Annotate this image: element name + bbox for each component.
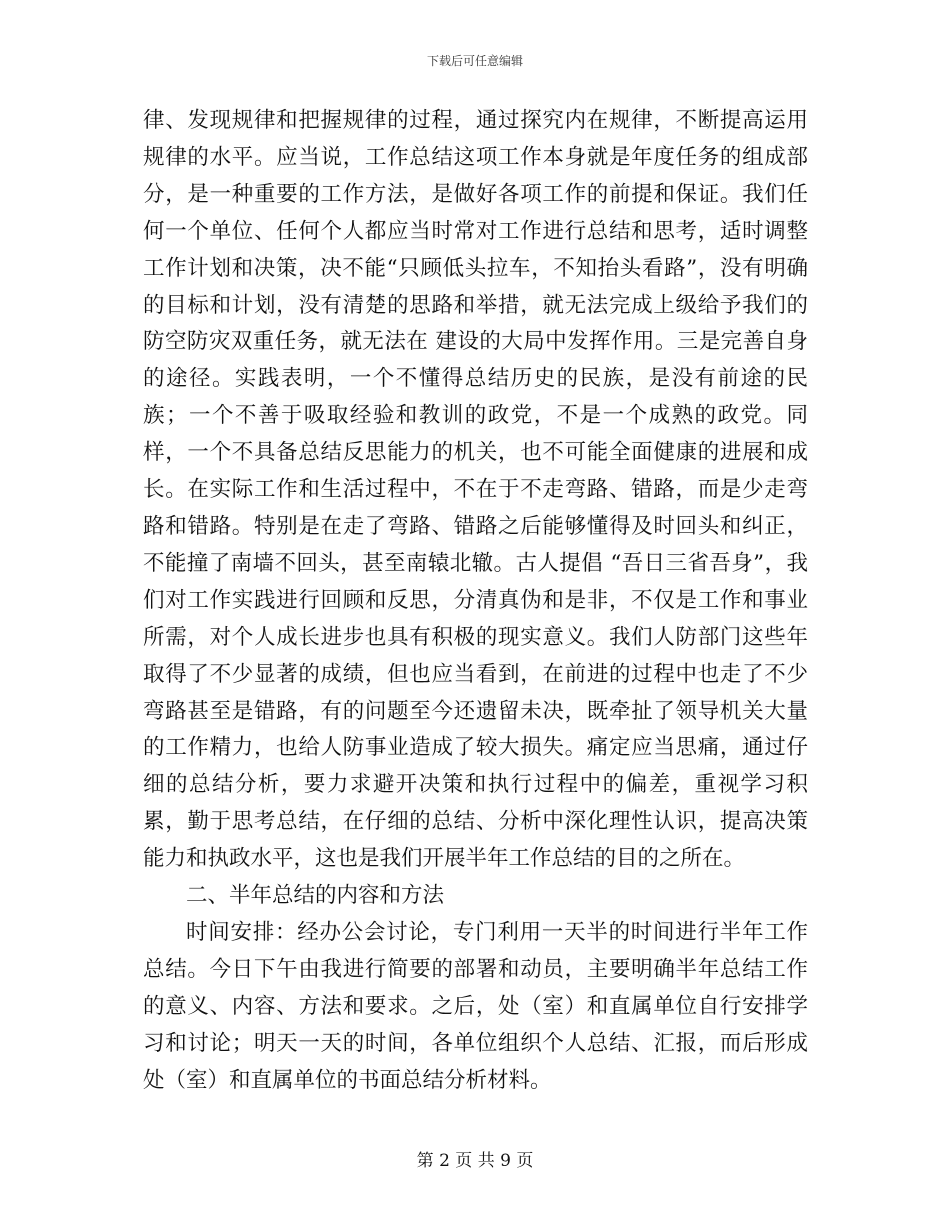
body-paragraph-schedule: 时间安排：经办公会讨论，专门利用一天半的时间进行半年工作总结。今日下午由我进行简要的部署和动员，主要明确半年总结工作的意义、内容、方法和要求。之后，处（室）和直属单位自行安排学习和讨论；明天一天的时间，各单位组织个人总结、汇报，而后形成处（室）和直属单位的书面总结分析材料。: [143, 919, 808, 1093]
document-body: [143, 103, 808, 1099]
section-heading: 二、半年总结的内容和方法: [186, 883, 445, 909]
page-number-footer: 第 2 页 共 9 页: [416, 1151, 534, 1171]
body-paragraph-continued: 律、发现规律和把握规律的过程，通过探究内在规律，不断提高运用规律的水平。应当说，工作总结这项工作本身就是年度任务的组成部分，是一种重要的工作方法，是做好各项工作的前提和保证。我们任何一个单位、任何个人都应当时常对工作进行总结和思考，适时调整工作计划和决策，决不能“只顾低头拉车，不知抬头看路”，没有明确的目标和计划，没有清楚的思路和举措，就无法完成上级给予我们的防空防灾双重任务，就无法在 建设的大局中发挥作用。三是完善自身的途径。实践表明，一个不懂得总结历史的民族，是没有前途的民族；一个不善于吸取经验和教训的政党，不是一个成熟的政党。同样，一个不具备总结反思能力的机关，也不可能全面健康的进展和成长。在实际工作和生活过程中，不在于不走弯路、错路，而是少走弯路和错路。特别是在走了弯路、错路之后能够懂得及时回头和纠正，不能撞了南墙不回头，甚至南辕北辙。古人提倡 “吾日三省吾身”，我们对工作实践进行回顾和反思，分清真伪和是非，不仅是工作和事业所需，对个人成长进步也具有积极的现实意义。我们人防部门这些年取得了不少显著的成绩，但也应当看到，在前进的过程中也走了不少弯路甚至是错路，有的问题至今还遗留未决，既牵扯了领导机关大量的工作精力，也给人防事业造成了较大损失。痛定应当思痛，通过仔细的总结分析，要力求避开决策和执行过程中的偏差，重视学习积累，勤于思考总结，在仔细的总结、分析中深化理性认识，提高决策能力和执政水平，这也是我们开展半年工作总结的目的之所在。: [143, 108, 808, 872]
page-header: 下载后可任意编辑: [426, 54, 523, 68]
